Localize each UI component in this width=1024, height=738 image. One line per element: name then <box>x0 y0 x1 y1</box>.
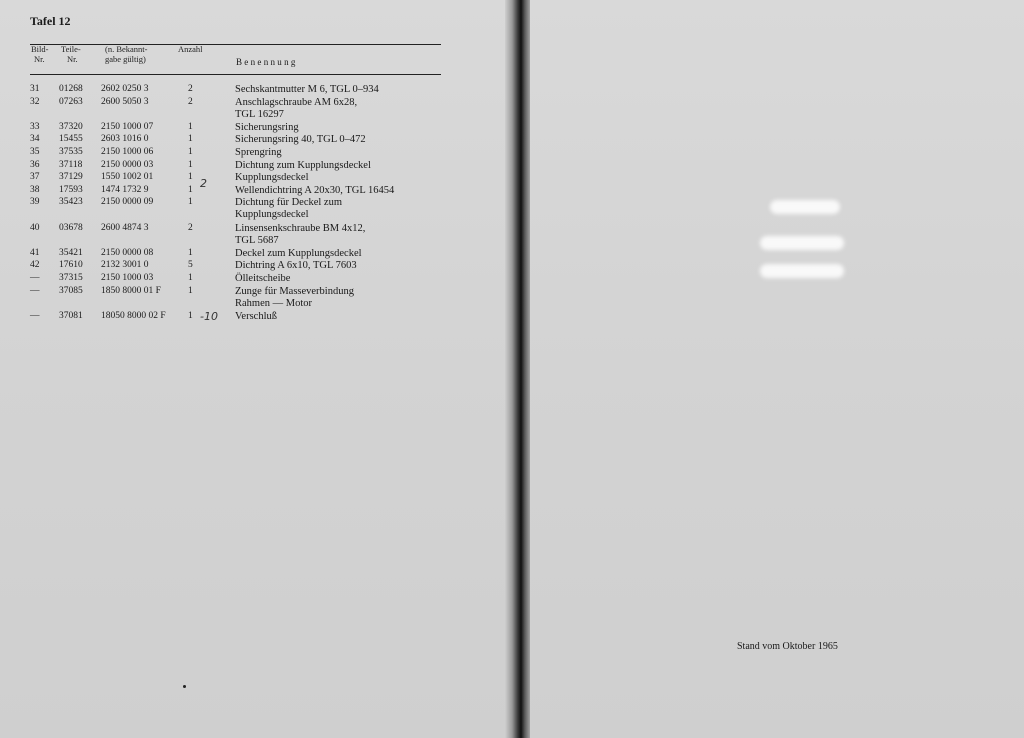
cell-anzahl: 1 <box>188 147 193 157</box>
cell-benennung <box>235 260 357 272</box>
cell-bekanntgabe-nr: 2150 1000 06 <box>101 147 154 157</box>
cell-bild-nr: 34 <box>30 134 40 145</box>
cell-bekanntgabe-nr: 2603 1016 0 <box>101 134 149 145</box>
cell-teile-nr: 37315 <box>59 273 83 283</box>
benennung-line: Kupplungsdeckel <box>235 172 309 184</box>
cell-benennung <box>235 160 371 172</box>
cell-benennung <box>235 223 365 247</box>
cell-benennung <box>235 97 357 121</box>
cell-teile-nr: 15455 <box>59 134 83 145</box>
cell-anzahl: 1 <box>188 247 193 258</box>
cell-benennung <box>235 197 342 221</box>
cell-teile-nr: 37320 <box>59 121 83 132</box>
cell-bekanntgabe-nr: 18050 8000 02 F <box>101 310 166 321</box>
cell-teile-nr: 03678 <box>59 222 83 233</box>
cell-bild-nr: 39 <box>30 197 40 208</box>
cell-bild-nr: — <box>30 310 40 321</box>
benennung-line: Dichtring A 6x10, TGL 7603 <box>235 260 357 272</box>
header-rule-top <box>30 44 441 45</box>
cell-anzahl: 1 <box>188 310 193 321</box>
cell-anzahl: 5 <box>188 260 193 271</box>
cell-anzahl: 1 <box>188 134 193 145</box>
benennung-line: Sicherungsring <box>235 121 299 133</box>
header-bekanntgabe: (n. Bekannt- gabe gültig) <box>105 44 148 64</box>
cell-anzahl: 1 <box>188 197 193 208</box>
cell-bekanntgabe-nr: 2150 0000 03 <box>101 159 154 170</box>
benennung-line: Rahmen — Motor <box>235 297 312 309</box>
benennung-line: Wellendichtring A 20x30, TGL 16454 <box>235 184 395 196</box>
cell-teile-nr: 37535 <box>59 147 83 157</box>
cell-bild-nr: 31 <box>30 84 40 94</box>
cell-anzahl: 1 <box>188 273 193 283</box>
light-glare <box>770 200 840 214</box>
header-rule-bottom <box>30 74 441 75</box>
cell-anzahl: 2 <box>188 96 193 107</box>
cell-anzahl: 2 <box>188 84 193 94</box>
cell-teile-nr: 01268 <box>59 84 83 94</box>
benennung-line: Sicherungsring 40, TGL 0–472 <box>235 134 366 146</box>
cell-anzahl: 2 <box>188 222 193 233</box>
cell-bekanntgabe-nr: 2150 1000 03 <box>101 273 154 283</box>
cell-teile-nr: 35421 <box>59 247 83 258</box>
cell-benennung <box>235 311 277 323</box>
cell-teile-nr: 35423 <box>59 197 83 208</box>
cell-teile-nr: 37118 <box>59 159 83 170</box>
benennung-line: Sprengring <box>235 147 282 158</box>
benennung-line: Anschlagschraube AM 6x28, <box>235 96 358 108</box>
cell-bild-nr: 38 <box>30 184 40 195</box>
cell-teile-nr: 37081 <box>59 310 83 321</box>
cell-teile-nr: 17610 <box>59 260 83 271</box>
cell-bekanntgabe-nr: 2600 5050 3 <box>101 96 149 107</box>
cell-benennung <box>235 248 362 260</box>
cell-bild-nr: 36 <box>30 159 40 170</box>
stand-date: Stand vom Oktober 1965 <box>737 641 838 652</box>
cell-benennung <box>235 172 309 184</box>
cell-benennung <box>235 122 299 134</box>
cell-bild-nr: — <box>30 285 40 296</box>
cell-teile-nr: 07263 <box>59 96 83 107</box>
benennung-line: Verschluß <box>235 310 277 322</box>
light-glare <box>760 264 844 278</box>
cell-bekanntgabe-nr: 2150 0000 08 <box>101 247 154 258</box>
cell-bekanntgabe-nr: 2150 0000 09 <box>101 197 154 208</box>
benennung-line: TGL 5687 <box>235 234 279 246</box>
cell-bekanntgabe-nr: 1850 8000 01 F <box>101 285 161 296</box>
cell-bekanntgabe-nr: 1550 1002 01 <box>101 172 154 183</box>
cell-bekanntgabe-nr: 2150 1000 07 <box>101 121 154 132</box>
cell-anzahl: 1 <box>188 121 193 132</box>
cell-anzahl: 1 <box>188 184 193 195</box>
right-page <box>530 0 1024 738</box>
header-bild: Bild- Nr. <box>31 44 49 64</box>
benennung-line: Linsensenkschraube BM 4x12, <box>235 222 366 234</box>
benennung-line: Dichtung für Deckel zum <box>235 197 343 209</box>
benennung-line: Kupplungsdeckel <box>235 209 309 221</box>
cell-bekanntgabe-nr: 2602 0250 3 <box>101 84 149 94</box>
benennung-line: Dichtung zum Kupplungsdeckel <box>235 159 371 171</box>
handwritten-note: -10 <box>200 310 218 323</box>
cell-benennung <box>235 286 354 310</box>
cell-anzahl: 1 <box>188 159 193 170</box>
benennung-line: Ölleitscheibe <box>235 273 291 284</box>
handwritten-note: 2 <box>200 177 207 190</box>
cell-bild-nr: 40 <box>30 222 40 233</box>
speck-mark <box>183 685 186 688</box>
header-benennung: Benennung <box>236 57 298 67</box>
header-anzahl: Anzahl <box>178 44 203 54</box>
cell-benennung <box>235 147 282 159</box>
cell-bild-nr: — <box>30 273 40 283</box>
cell-bekanntgabe-nr: 2132 3001 0 <box>101 260 149 271</box>
cell-benennung <box>235 185 394 197</box>
cell-teile-nr: 37085 <box>59 285 83 296</box>
header-teile: Teile- Nr. <box>61 44 81 64</box>
cell-benennung <box>235 134 366 146</box>
cell-bekanntgabe-nr: 2600 4874 3 <box>101 222 149 233</box>
light-glare <box>760 236 844 250</box>
cell-bild-nr: 42 <box>30 260 40 271</box>
cell-benennung <box>235 273 290 285</box>
cell-bild-nr: 35 <box>30 147 40 157</box>
cell-teile-nr: 17593 <box>59 184 83 195</box>
cell-bild-nr: 37 <box>30 172 40 183</box>
cell-bekanntgabe-nr: 1474 1732 9 <box>101 184 149 195</box>
benennung-line: Zunge für Masseverbindung <box>235 285 354 297</box>
page-title: Tafel 12 <box>30 14 71 28</box>
cell-teile-nr: 37129 <box>59 172 83 183</box>
benennung-line: Deckel zum Kupplungsdeckel <box>235 247 362 259</box>
cell-anzahl: 1 <box>188 285 193 296</box>
cell-anzahl: 1 <box>188 172 193 183</box>
cell-bild-nr: 33 <box>30 121 40 132</box>
cell-benennung <box>235 84 379 96</box>
benennung-line: Sechskantmutter M 6, TGL 0–934 <box>235 84 379 95</box>
cell-bild-nr: 32 <box>30 96 40 107</box>
cell-bild-nr: 41 <box>30 247 40 258</box>
benennung-line: TGL 16297 <box>235 108 284 120</box>
